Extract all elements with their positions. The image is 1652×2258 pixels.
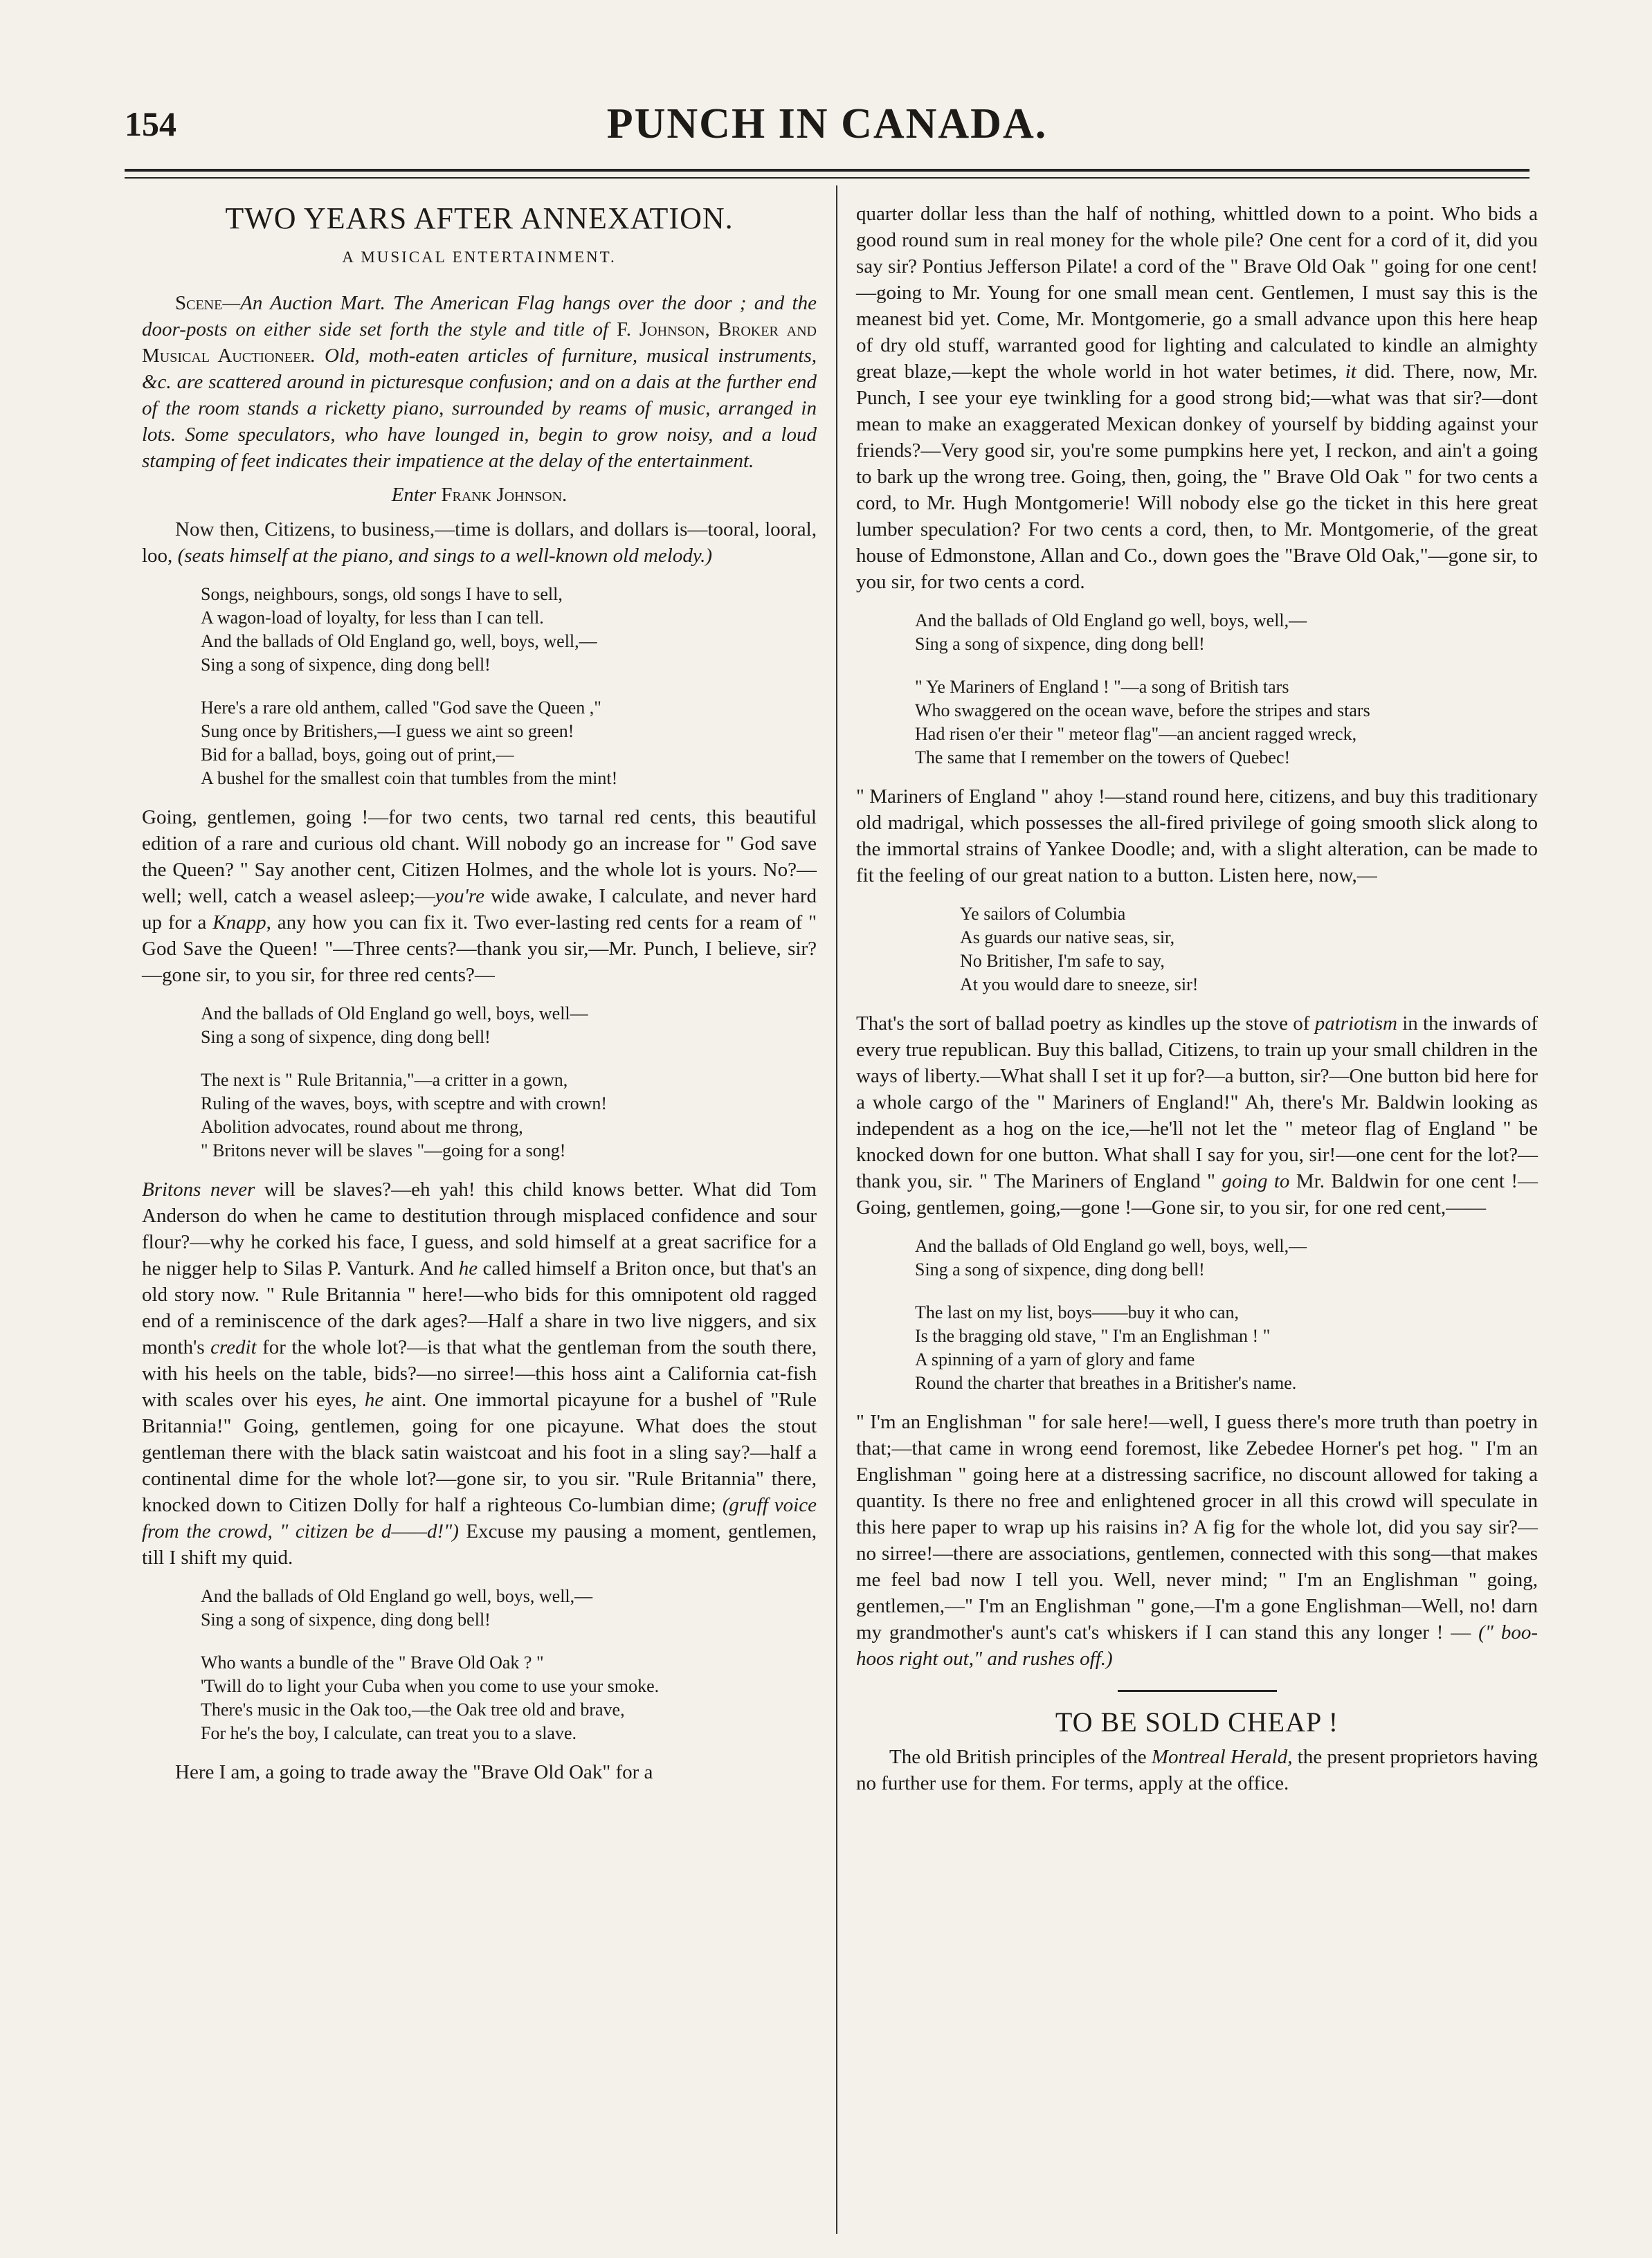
running-title: PUNCH IN CANADA. xyxy=(606,100,1048,147)
r3-c: Mr. Baldwin for one cent !—Going, gentlemen, going,—gone !—Gone sir, to you sir, for one red cent,—— xyxy=(856,1170,1538,1219)
p3-d: for the whole lot?—is that what the gentleman from the south there, with his heels on the table, bids?—no sirree!—this hoss aint a California cat-fish with scales over his eyes, xyxy=(142,1336,817,1411)
p2-i2: Knapp, xyxy=(212,911,271,934)
verse-line: Bid for a ballad, boys, going out of print,— xyxy=(201,745,514,765)
header-rule-thick xyxy=(125,169,1530,172)
stanza xyxy=(201,583,817,677)
song-5-line: No Britisher, I'm safe to say, xyxy=(960,951,1165,971)
paragraph-l1 xyxy=(142,516,817,569)
paragraph-l2 xyxy=(142,804,817,988)
p3-c: called himself a Briton once, but that's an old story now. " Rule Britannia " here!—who bids for this omnipotent old ragged end of a reminiscence of the dark ages?—Half a share in two live niggers, and six month's xyxy=(142,1257,817,1358)
verse-line: There's music in the Oak too,—the Oak tree old and brave, xyxy=(201,1700,625,1720)
article-subtitle: A MUSICAL ENTERTAINMENT. xyxy=(342,248,617,266)
p1-text: Now then, Citizens, to business,—time is dollars, and dollars is—tooral, looral, loo, xyxy=(142,518,817,567)
header-rule-thin xyxy=(125,177,1530,179)
p3-i4: (gruff voice from the crowd, " citizen be d——d!") xyxy=(142,1494,817,1542)
left-column xyxy=(142,201,817,1785)
stage-direction-enter xyxy=(142,484,817,507)
scene-text-1: —An Auction Mart. The American Flag hangs over the door ; and the door-posts on either side set forth the style and title of xyxy=(142,292,817,340)
stanza xyxy=(201,1068,817,1163)
verse-line: Ruling of the waves, boys, with sceptre and with crown! xyxy=(201,1093,608,1113)
stanza xyxy=(201,1585,817,1632)
song-4 xyxy=(915,609,1538,770)
verse-line: Sing a song of sixpence, ding dong bell! xyxy=(201,1027,491,1047)
verse-line: For he's the boy, I calculate, can treat you to a slave. xyxy=(201,1723,577,1743)
verse-line: Sing a song of sixpence, ding dong bell! xyxy=(201,1610,491,1630)
p2-c: any how you can fix it. Two ever-lasting red cents for a ream of " God Save the Queen! "—Three cents?—thank you sir,—Mr. Punch, I believe, sir?—gone sir, to you sir, for three red cents?— xyxy=(142,911,817,986)
r1-b: did. There, now, Mr. Punch, I see your eye twinkling for a good strong bid;—what was that sir?—dont mean to make an exaggerated Mexican donkey of yourself by bidding against your friends?—Very good sir, you're some pumpkins here yet, I reckon, and ain't a going to bark up the wrong tree. Going, then, going, the " Brave Old Oak " for two cents a cord, to Mr. Hugh Montgomerie! Will nobody else go the ticket in this here great lumber speculation? For two cents a cord, then, to Mr. Montgomerie, of the great house of Edmonstone, Allan and Co., down goes the "Brave Old Oak,"—gone sir, to you sir, for two cents a cord. xyxy=(856,361,1538,593)
verse-line: Who wants a bundle of the " Brave Old Oak ? " xyxy=(201,1652,544,1673)
verse-line: And the ballads of Old England go well, boys, well,— xyxy=(201,1586,593,1606)
enter-name: Frank Johnson. xyxy=(441,484,568,506)
p2-b: wide awake, I calculate, and never hard up for a xyxy=(142,885,817,934)
verse-line: Round the charter that breathes in a Britisher's name. xyxy=(915,1373,1297,1393)
song-3 xyxy=(201,1585,817,1745)
verse-line: Sing a song of sixpence, ding dong bell! xyxy=(201,655,491,675)
paragraph-r1 xyxy=(856,201,1538,595)
sold-i: Montreal Herald, xyxy=(1151,1746,1293,1768)
stanza xyxy=(201,1651,817,1745)
p2-a: Going, gentlemen, going !—for two cents, two tarnal red cents, this beautiful edition of a rare and curious old chant. Will nobody go an increase for " God save the Queen? " Say another cent, Citizen Holmes, and the whole lot is yours. No?—well; well, catch a weasel asleep;— xyxy=(142,806,817,907)
verse-line: The last on my list, boys——buy it who can, xyxy=(915,1302,1239,1322)
r3-i: patriotism xyxy=(1314,1012,1397,1035)
verse-line: Had risen o'er their " meteor flag"—an ancient ragged wreck, xyxy=(915,724,1357,744)
verse-line: And the ballads of Old England go well, boys, well,— xyxy=(915,1236,1307,1256)
article-title: TWO YEARS AFTER ANNEXATION. xyxy=(225,201,734,235)
stanza xyxy=(915,1235,1538,1282)
p3-i2: credit xyxy=(210,1336,257,1358)
stanza xyxy=(201,696,817,790)
song-1 xyxy=(201,583,817,790)
p3-i: he xyxy=(458,1257,478,1280)
r4-i: (" boo-hoos right out," and rushes off.) xyxy=(856,1621,1538,1670)
verse-line: " Britons never will be slaves "—going for a song! xyxy=(201,1140,566,1160)
section-divider-rule xyxy=(1118,1690,1277,1692)
right-column xyxy=(856,201,1538,1796)
verse-line: Songs, neighbours, songs, old songs I have to sell, xyxy=(201,584,563,604)
r3-b: in the inwards of every true republican. Buy this ballad, Citizens, to train up your small children in the ways of liberty.—What shall I set it up for?—a button, sir?—One button bid here for a whole cargo of the " Mariners of England!" Ah, there's Mr. Baldwin looking as independent as a hog on the ice,—he'll not let the " meteor flag of England " be knocked down for one button. What shall I say for you, sir!—one cent for the lot?—thank you, sir. " The Mariners of England " xyxy=(856,1012,1538,1192)
verse-line: Is the bragging old stave, " I'm an Englishman ! " xyxy=(915,1326,1271,1346)
p2-i1: you're xyxy=(435,885,484,907)
stanza xyxy=(201,1002,817,1049)
song-5-line: At you would dare to sneeze, sir! xyxy=(960,974,1199,994)
column-divider xyxy=(836,185,837,2234)
verse-line: 'Twill do to light your Cuba when you come to use your smoke. xyxy=(201,1676,660,1696)
verse-line: Here's a rare old anthem, called "God save the Queen ," xyxy=(201,698,601,718)
r1-i: it xyxy=(1345,361,1356,383)
verse-line: The next is " Rule Britannia,"—a critter in a gown, xyxy=(201,1070,568,1090)
paragraph-r4 xyxy=(856,1409,1538,1672)
verse-line: Who swaggered on the ocean wave, before the stripes and stars xyxy=(915,700,1370,720)
verse-line: Sung once by Britishers,—I guess we aint so green! xyxy=(201,721,574,741)
song-2 xyxy=(201,1002,817,1163)
verse-line: A bushel for the smallest coin that tumbles from the mint! xyxy=(201,768,618,788)
verse-line: And the ballads of Old England go well, boys, well,— xyxy=(915,610,1307,630)
song-6 xyxy=(915,1235,1538,1395)
scene-text-2: . Old, moth-eaten articles of furniture, musical instruments, &c. are scattered around in picturesque confusion; and on a dais at the further end of the room stands a ricketty piano, surrounded by reams of music, arranged in lots. Some speculators, who have lounged in, begin to grow noisy, and a loud stamping of feet indicates their impatience at the delay of the entertainment. xyxy=(142,345,817,472)
scene-direction xyxy=(142,290,817,474)
r1-a: quarter dollar less than the half of nothing, whittled down to a point. Who bids a good round sum in real money for the whole pile? One cent for a cord of it, did you say sir? Pontius Jefferson Pilate! a cord of the " Brave Old Oak " going for one cent!—going to Mr. Young for one small mean cent. Gentlemen, I must say this is the meanest bid yet. Come, Mr. Montgomerie, go a small advance upon this here heap of dry old stuff, warranted good for lighting and calculated to kindle an almighty great blaze,—kept the whole world in hot water betimes, xyxy=(856,203,1538,383)
verse-line: A wagon-load of loyalty, for less than I can tell. xyxy=(201,608,544,628)
page-number: 154 xyxy=(125,104,176,143)
sold-cheap-text xyxy=(856,1744,1538,1796)
verse-line: And the ballads of Old England go well, boys, well— xyxy=(201,1003,588,1023)
sold-cheap-title: TO BE SOLD CHEAP ! xyxy=(1055,1706,1339,1738)
p3-i3: he xyxy=(364,1389,384,1411)
paragraph-l4: Here I am, a going to trade away the "Brave Old Oak" for a xyxy=(175,1761,653,1783)
enter-word: Enter xyxy=(391,484,437,506)
verse-line: Abolition advocates, round about me throng, xyxy=(201,1117,523,1137)
song-5-line: Ye sailors of Columbia xyxy=(960,904,1126,924)
stanza xyxy=(915,675,1538,770)
p3-f: Excuse my pausing a moment, gentlemen, till I shift my quid. xyxy=(142,1520,817,1569)
sold-a: The old British principles of the xyxy=(889,1746,1152,1768)
verse-line: " Ye Mariners of England ! "—a song of British tars xyxy=(915,677,1289,697)
sold-b: the present proprietors having no further use for them. For terms, apply at the office. xyxy=(856,1746,1538,1794)
verse-line: Sing a song of sixpence, ding dong bell! xyxy=(915,1259,1205,1280)
r3-a: That's the sort of ballad poetry as kindles up the stove of xyxy=(856,1012,1315,1035)
song-5-line: As guards our native seas, sir, xyxy=(960,927,1175,947)
paragraph-l3 xyxy=(142,1176,817,1571)
song-5 xyxy=(960,902,1538,996)
verse-line: Sing a song of sixpence, ding dong bell! xyxy=(915,634,1205,654)
p3-a: Britons never xyxy=(142,1178,255,1201)
r4-a: " I'm an Englishman " for sale here!—well, I guess there's more truth than poetry in that;—that came in wrong eend foremost, like Zebedee Horner's pet hog. " I'm an Englishman " going here at a distressing sacrifice, no discount allowed for taking a quantity. Is there no free and enlightened grocer in all this crowd will speculate in this here paper to wrap up his raisins in? A fig for the whole lot, did you say sir?—no sirree!—there are associations, gentlemen, connected with this song—that makes me feel bad now I tell you. Well, never mind; " I'm an Englishman " going, gentlemen,—" I'm an Englishman " gone,—I'm a gone Englishman—Well, no! darn my grandmother's aunt's cat's whiskers if I can stand this any longer ! — xyxy=(856,1411,1538,1644)
p1-italic: (seats himself at the piano, and sings to a well-known old melody.) xyxy=(177,545,713,567)
p3-e: aint. One immortal picayune for a bushel of "Rule Britannia!" Going, gentlemen, going for one picayune. What does the stout gentleman there with the black satin waistcoat and his foot in a sling say?—half a continental dime for the whole lot?—gone sir, to you sir. "Rule Britannia" there, knocked down to Citizen Dolly for half a righteous Co-lumbian dime; xyxy=(142,1389,817,1516)
stanza xyxy=(915,1301,1538,1395)
verse-line: The same that I remember on the towers of Quebec! xyxy=(915,747,1291,767)
scene-name: F. Johnson, Broker and Musical Auctioneer xyxy=(142,318,817,367)
r3-i2: going to xyxy=(1222,1170,1290,1192)
stanza xyxy=(915,609,1538,656)
paragraph-r2: " Mariners of England " ahoy !—stand round here, citizens, and buy this traditionary old madrigal, which possesses the all-fired privilege of going smooth slick along to the immortal strains of Yankee Doodle; and, with a slight alteration, can be made to fit the feeling of our great nation to a button. Listen here, now,— xyxy=(856,785,1538,886)
scene-lead: Scene xyxy=(175,292,223,314)
p3-b: will be slaves?—eh yah! this child knows better. What did Tom Anderson do when he came to destitution through misplaced confidence and sour flour?—why he corked his face, I guess, and sold himself at a great sacrifice for a he nigger help to Silas P. Vanturk. And xyxy=(142,1178,817,1280)
paragraph-r3 xyxy=(856,1010,1538,1221)
verse-line: A spinning of a yarn of glory and fame xyxy=(915,1349,1195,1369)
page-header xyxy=(125,100,1530,166)
verse-line: And the ballads of Old England go, well, boys, well,— xyxy=(201,631,597,651)
